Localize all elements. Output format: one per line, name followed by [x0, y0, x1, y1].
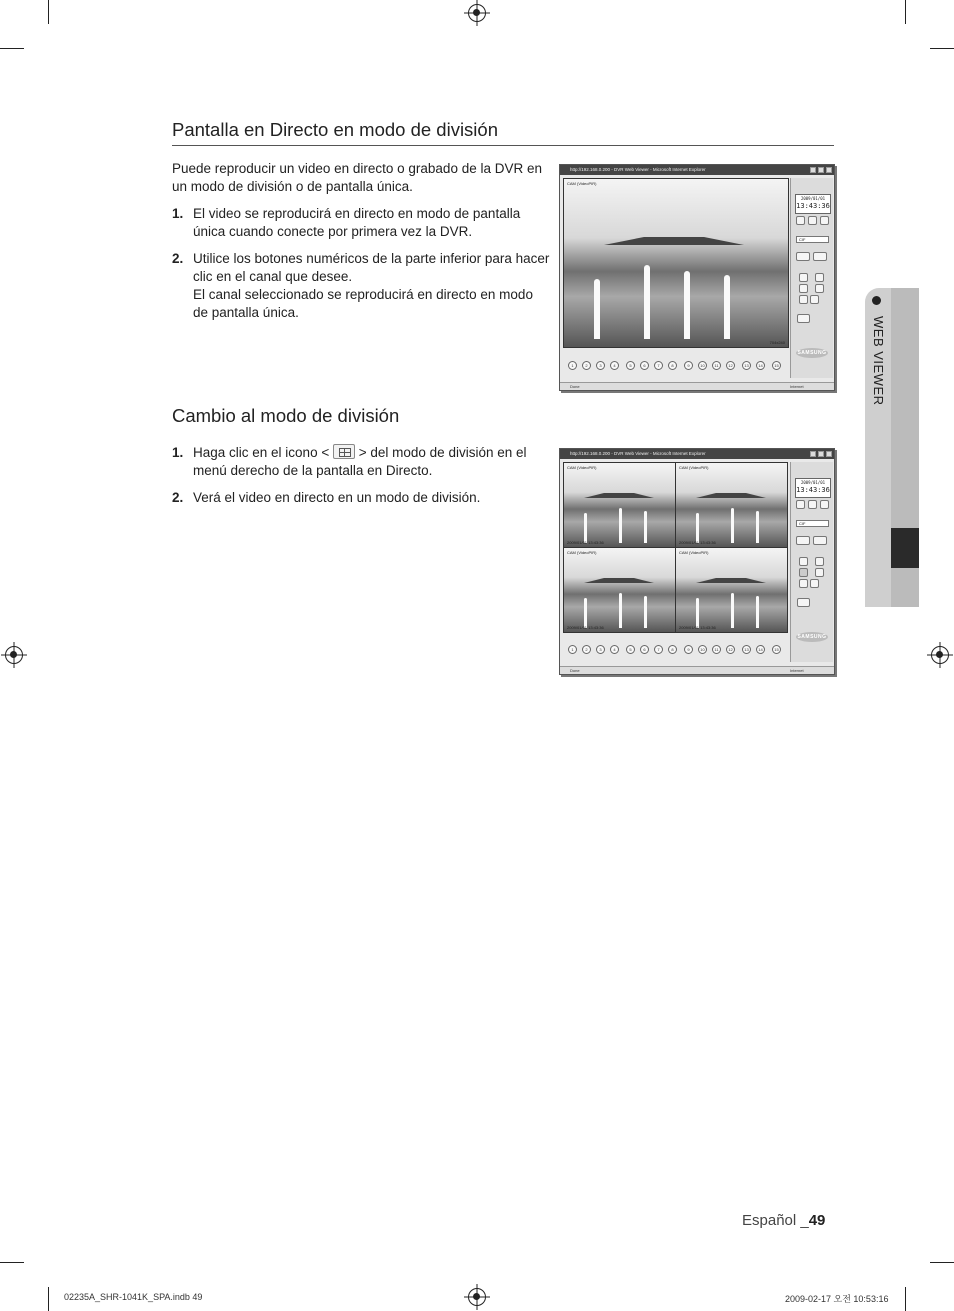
search-icon[interactable]	[796, 216, 805, 225]
fountain	[619, 593, 622, 628]
channel-button[interactable]: 13	[742, 645, 751, 654]
live-video	[563, 178, 789, 348]
close-icon	[826, 451, 832, 457]
channel-button[interactable]: 7	[654, 361, 663, 370]
clock-time: 13:43:36	[796, 202, 830, 210]
16-split-icon[interactable]	[815, 557, 824, 566]
crop-mark	[48, 0, 49, 24]
minimize-icon	[810, 451, 816, 457]
live-video	[563, 462, 676, 548]
samsung-logo: SAMSUNG	[797, 634, 827, 640]
channel-button[interactable]: 7	[654, 645, 663, 654]
clock-display	[795, 194, 831, 214]
split-screen-icon	[333, 444, 355, 459]
record-icon[interactable]	[808, 500, 817, 509]
list-item	[172, 489, 557, 509]
camera-label: CAM (VideoPIR)	[567, 465, 597, 470]
item-text: Haga clic en el icono <	[193, 445, 330, 460]
channel-button[interactable]: 11	[712, 645, 721, 654]
fountain	[684, 271, 690, 339]
status-done: Done	[570, 668, 580, 673]
single-screen-icon[interactable]	[799, 273, 808, 282]
clock-date: 2009/01/01	[800, 196, 826, 201]
4-split-icon[interactable]	[799, 284, 808, 293]
sequence-icon[interactable]	[799, 295, 808, 304]
crop-mark	[905, 0, 906, 24]
list-item	[172, 250, 557, 326]
channel-button[interactable]: 15	[772, 645, 781, 654]
item-number: 1.	[172, 206, 184, 221]
item-text: Utilice los botones numéricos de la parte inferior para hacer	[193, 251, 550, 266]
channel-button[interactable]: 5	[626, 361, 635, 370]
clock-display	[795, 478, 831, 498]
intro-line: un modo de división o de pantalla única.	[172, 179, 413, 194]
channel-button[interactable]: 10	[698, 361, 707, 370]
fountain	[644, 596, 647, 628]
samsung-logo: SAMSUNG	[797, 350, 827, 356]
crop-mark	[0, 48, 24, 49]
search-icon[interactable]	[796, 500, 805, 509]
resolution-select[interactable]: CIF	[796, 236, 829, 243]
item-number: 2.	[172, 251, 184, 266]
fountain	[644, 265, 650, 339]
close-icon	[826, 167, 832, 173]
status-bar	[560, 666, 834, 674]
intro-paragraph	[172, 160, 557, 196]
fountain	[731, 593, 734, 628]
9-split-icon[interactable]	[815, 568, 824, 577]
building-roof	[696, 493, 766, 498]
clock-date: 2009/01/01	[800, 480, 826, 485]
item-text: > del modo de división en el	[358, 445, 527, 460]
live-video	[675, 547, 788, 633]
channel-button[interactable]: 9	[684, 645, 693, 654]
item-number: 2.	[172, 490, 184, 505]
settings-icon[interactable]	[820, 500, 829, 509]
single-screen-icon[interactable]	[799, 557, 808, 566]
item-text: única cuando conecte por primera vez la DVR.	[193, 224, 473, 239]
channel-button[interactable]: 8	[668, 645, 677, 654]
item-number: 1.	[172, 445, 184, 460]
registration-mark-icon	[931, 646, 949, 664]
registration-mark-icon	[468, 1288, 486, 1306]
print-slug-date: 2009-02-17 오전 10:53:16	[785, 1294, 889, 1304]
item-text: clic en el canal que desee.	[193, 269, 353, 284]
fountain	[696, 513, 699, 543]
window-titlebar: http://192.168.0.200 - DVR Web Viewer - Microsoft Internet Explorer	[560, 165, 834, 175]
item-text: de pantalla única.	[193, 305, 299, 320]
channel-button[interactable]: 15	[772, 361, 781, 370]
ptz-icon[interactable]	[797, 598, 810, 607]
channel-button[interactable]: 3	[596, 645, 605, 654]
sequence-icon[interactable]	[799, 579, 808, 588]
timestamp: 2009/01/01 13:43:36	[679, 625, 716, 630]
item-text: menú derecho de la pantalla en Directo.	[193, 463, 433, 478]
channel-button[interactable]: 3	[596, 361, 605, 370]
building-roof	[584, 578, 654, 583]
crop-mark	[0, 1262, 24, 1263]
page-footer	[742, 1212, 825, 1229]
window-titlebar: http://192.168.0.200 - DVR Web Viewer - Microsoft Internet Explorer	[560, 449, 834, 459]
building-roof	[604, 237, 744, 245]
list-item	[172, 444, 557, 484]
channel-button[interactable]: 6	[640, 361, 649, 370]
side-tab-marker	[891, 528, 919, 568]
crop-mark	[905, 1287, 906, 1311]
fountain	[696, 598, 699, 628]
audio-icon[interactable]	[796, 536, 810, 545]
channel-button[interactable]: 4	[610, 361, 619, 370]
crop-mark	[48, 1287, 49, 1311]
bullet-icon	[872, 296, 881, 305]
section-title-split-mode: Pantalla en Directo en modo de división	[172, 119, 498, 140]
page-number: 49	[808, 1212, 826, 1229]
footer-language: Español _	[742, 1212, 809, 1229]
channel-button[interactable]: 11	[712, 361, 721, 370]
chapter-side-tab	[865, 288, 919, 607]
resolution-label: 704x240	[769, 340, 785, 345]
channel-button[interactable]: 10	[698, 645, 707, 654]
building-roof	[584, 493, 654, 498]
print-slug-file: 02235A_SHR-1041K_SPA.indb 49	[64, 1292, 203, 1302]
camera-label: CAM (VideoPIR)	[679, 550, 709, 555]
record-icon[interactable]	[808, 216, 817, 225]
ptz-icon[interactable]	[797, 314, 810, 323]
crop-mark	[930, 48, 954, 49]
list-item	[172, 205, 557, 245]
channel-button[interactable]: 8	[668, 361, 677, 370]
status-zone: Internet	[790, 384, 804, 389]
minimize-icon	[810, 167, 816, 173]
channel-button[interactable]: 1	[568, 361, 577, 370]
audio-icon[interactable]	[796, 252, 810, 261]
screenshot-single-mode	[559, 164, 835, 391]
item-text: El video se reproducirá en directo en modo de pantalla	[193, 206, 521, 221]
live-video	[563, 547, 676, 633]
channel-button[interactable]: 14	[756, 645, 765, 654]
camera-label: CAM (VideoPIR)	[679, 465, 709, 470]
9-split-icon[interactable]	[815, 284, 824, 293]
screenshot-split-mode	[559, 448, 835, 675]
camera-label: CAM (VideoPIR)	[567, 181, 597, 186]
title-rule	[172, 145, 834, 146]
fountain	[594, 279, 600, 339]
timestamp: 2009/01/01 13:43:36	[567, 625, 604, 630]
capture-icon[interactable]	[813, 536, 827, 545]
clock-time: 13:43:36	[796, 486, 830, 494]
channel-button[interactable]: 6	[640, 645, 649, 654]
fountain	[584, 598, 587, 628]
status-done: Done	[570, 384, 580, 389]
intro-line: Puede reproducir un video en directo o grabado de la DVR en	[172, 161, 542, 176]
fountain	[731, 508, 734, 543]
registration-mark-icon	[5, 646, 23, 664]
timestamp: 2009/01/01 13:43:36	[567, 540, 604, 545]
crop-mark	[930, 1262, 954, 1263]
fountain	[619, 508, 622, 543]
item-text: Verá el video en directo en un modo de división.	[193, 490, 481, 505]
status-bar	[560, 382, 834, 390]
timestamp: 2009/01/01 13:43:36	[679, 540, 716, 545]
fountain	[644, 511, 647, 543]
camera-label: CAM (VideoPIR)	[567, 550, 597, 555]
fountain	[756, 596, 759, 628]
live-video	[675, 462, 788, 548]
capture-icon[interactable]	[813, 252, 827, 261]
channel-button[interactable]: 4	[610, 645, 619, 654]
fullscreen-icon[interactable]	[810, 579, 819, 588]
item-text: El canal seleccionado se reproducirá en directo en modo	[193, 287, 533, 302]
fullscreen-icon[interactable]	[810, 295, 819, 304]
16-split-icon[interactable]	[815, 273, 824, 282]
channel-button[interactable]: 5	[626, 645, 635, 654]
channel-button[interactable]: 13	[742, 361, 751, 370]
section-title-change-mode: Cambio al modo de división	[172, 405, 400, 426]
maximize-icon	[818, 451, 824, 457]
channel-button[interactable]: 12	[726, 645, 735, 654]
channel-button[interactable]: 2	[582, 645, 591, 654]
channel-button[interactable]: 14	[756, 361, 765, 370]
fountain	[756, 511, 759, 543]
4-split-icon[interactable]	[799, 568, 808, 577]
channel-button[interactable]: 12	[726, 361, 735, 370]
settings-icon[interactable]	[820, 216, 829, 225]
registration-mark-icon	[468, 4, 486, 22]
fountain	[724, 275, 730, 339]
fountain	[584, 513, 587, 543]
resolution-select[interactable]: CIF	[796, 520, 829, 527]
chapter-label: WEB VIEWER	[871, 316, 886, 406]
maximize-icon	[818, 167, 824, 173]
channel-button[interactable]: 9	[684, 361, 693, 370]
status-zone: Internet	[790, 668, 804, 673]
channel-button[interactable]: 1	[568, 645, 577, 654]
building-roof	[696, 578, 766, 583]
channel-button[interactable]: 2	[582, 361, 591, 370]
